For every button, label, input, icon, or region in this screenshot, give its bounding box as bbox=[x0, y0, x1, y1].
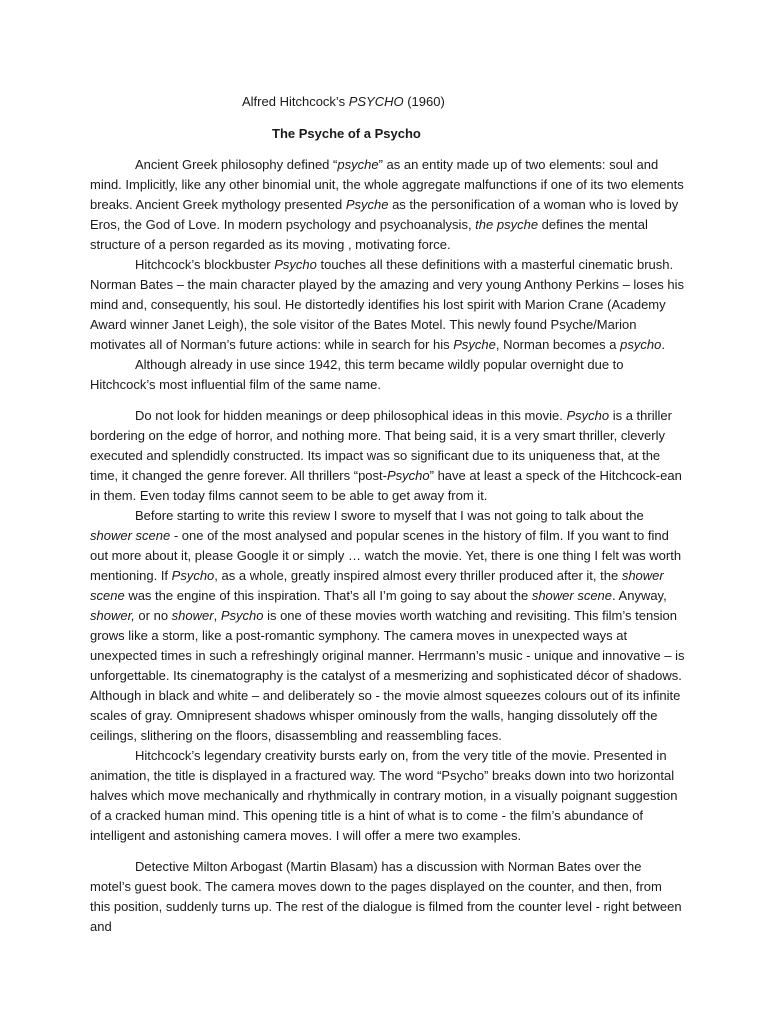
body-paragraph bbox=[90, 857, 685, 937]
italic-run: Psycho bbox=[220, 608, 264, 623]
body-paragraph bbox=[90, 355, 685, 395]
italic-run: shower scene bbox=[90, 528, 171, 543]
text-run: , Norman becomes a bbox=[495, 337, 621, 352]
text-run: , as a whole, greatly inspired almost every thriller produced after it, the bbox=[214, 568, 622, 583]
body-paragraph bbox=[90, 746, 685, 846]
italic-run: Psyche bbox=[453, 337, 496, 352]
italic-run: psyche bbox=[337, 157, 379, 172]
text-run: . bbox=[661, 337, 665, 352]
italic-run: psycho bbox=[620, 337, 662, 352]
text-run: touches all these definitions with a masterful cinematic brush. Norman Bates – the main character played by the amazing and very young Anthony Perkins – loses his mind and, consequently, his soul. He distortedly identifies his lost spirit with Marion Crane (Academy Award winner Janet Leigh), the sole visitor of the Bates Motel. This newly found Psyche/Marion motivates all of Norman’s future actions: while in search for his bbox=[90, 257, 684, 352]
italic-run: shower bbox=[171, 608, 214, 623]
italic-run: Psycho bbox=[386, 468, 430, 483]
text-run: Detective Milton Arbogast (Martin Blasam) has a discussion with Norman Bates over the motel’s guest book. The camera moves down to the pages displayed on the counter, and then, from this position, suddenly turns up. The rest of the dialogue is filmed from the counter level - right between and bbox=[90, 859, 682, 934]
text-run: Hitchcock’s legendary creativity bursts early on, from the very title of the movie. Presented in animation, the title is displayed in a fractured way. The word “Psycho” breaks down into two horizontal halves which move mechanically and rhythmically in contrary motion, in a visually poignant suggestion of a cracked human mind. This opening title is a hint of what is to come - the film’s abundance of intelligent and astonishing camera moves. I will offer a mere two examples. bbox=[90, 748, 678, 843]
text-run: is one of these movies worth watching and revisiting. This film’s tension grows like a storm, like a post-romantic symphony. The camera moves in unexpected ways at unexpected times in such a refreshingly original manner. Herrmann’s music - unique and innovative – is unforgettable. Its cinematography is the catalyst of a mesmerizing and sophisticated décor of shadows. Although in black and white – and deliberately so - the movie almost squeezes colours out of its infinite scales of gray. Omnipresent shadows whisper ominously from the walls, hanging dissolutely off the ceilings, slithering on the floors, disassembling and reassembling faces. bbox=[90, 608, 685, 743]
italic-run: Psycho bbox=[566, 408, 610, 423]
title-film: PSYCHO bbox=[348, 94, 404, 109]
title-year: (1960) bbox=[403, 94, 445, 109]
text-run: defines the mental structure of a person regarded as its moving , motivating force. bbox=[90, 217, 648, 252]
text-run: or no bbox=[134, 608, 172, 623]
text-run: as the personification of a woman who is loved by Eros, the God of Love. In modern psychology and psychoanalysis, bbox=[90, 197, 679, 232]
body-paragraph bbox=[90, 506, 685, 746]
text-run: is a thriller bordering on the edge of horror, and nothing more. That being said, it is a very smart thriller, cleverly executed and splendidly constructed. Its impact was so significant due to its uniqueness that, at the time, it changed the genre forever. All thrillers “post- bbox=[90, 408, 672, 483]
body-paragraph bbox=[90, 406, 685, 506]
italic-run: shower scene bbox=[531, 588, 613, 603]
document-subtitle: The Psyche of a Psycho bbox=[272, 126, 421, 141]
text-run: ” as an entity made up of two elements: soul and mind. Implicitly, like any other binomial unit, the whole aggregate malfunctions if one of its two elements breaks. Ancient Greek mythology presented bbox=[90, 157, 684, 212]
text-run: Before starting to write this review I swore to myself that I was not going to talk about the bbox=[135, 508, 644, 523]
text-run: was the engine of this inspiration. That’s all I’m going to say about the bbox=[124, 588, 532, 603]
text-run: . Anyway, bbox=[612, 588, 667, 603]
document-title bbox=[90, 92, 685, 112]
italic-run: shower, bbox=[90, 608, 135, 623]
text-run: Ancient Greek philosophy defined “ bbox=[135, 157, 338, 172]
body-paragraph bbox=[90, 155, 685, 255]
text-run: Hitchcock’s blockbuster bbox=[135, 257, 275, 272]
text-run: - one of the most analysed and popular scenes in the history of film. If you want to find out more about it, please Google it or simply … watch the movie. Yet, there is one thing I felt was worth mentioning. If bbox=[90, 528, 682, 583]
text-run: , bbox=[213, 608, 221, 623]
body-paragraph bbox=[90, 255, 685, 355]
italic-run: the psyche bbox=[475, 217, 539, 232]
text-run: ” have at least a speck of the Hitchcock-ean in them. Even today films cannot seem to be able to get away from it. bbox=[90, 468, 682, 503]
title-prefix: Alfred Hitchcock’s bbox=[242, 94, 349, 109]
text-run: Although already in use since 1942, this term became wildly popular overnight due to Hitchcock’s most influential film of the same name. bbox=[90, 357, 624, 392]
italic-run: shower scene bbox=[90, 568, 664, 603]
document-page bbox=[90, 92, 685, 937]
text-run: Do not look for hidden meanings or deep philosophical ideas in this movie. bbox=[135, 408, 567, 423]
document-body bbox=[90, 155, 685, 937]
italic-run: Psycho bbox=[171, 568, 215, 583]
italic-run: Psycho bbox=[274, 257, 317, 272]
italic-run: Psyche bbox=[345, 197, 389, 212]
